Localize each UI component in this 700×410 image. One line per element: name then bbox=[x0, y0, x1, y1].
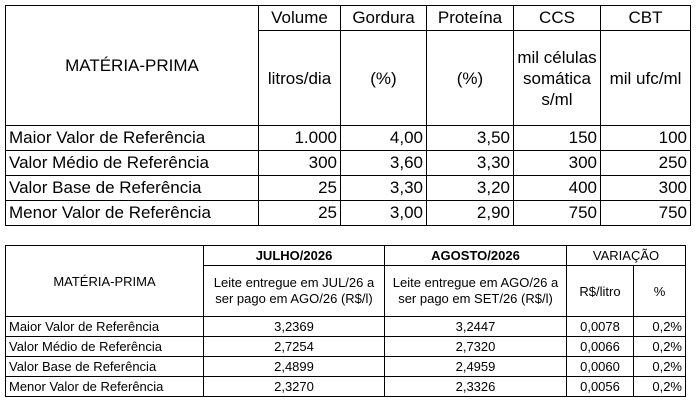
unit-cbt: mil ufc/ml bbox=[601, 31, 691, 126]
cell-agosto: 3,2447 bbox=[385, 317, 567, 337]
cell-variation-percent: 0,2% bbox=[634, 357, 686, 377]
cell-julho: 2,4899 bbox=[204, 357, 385, 377]
cell-gordura: 3,00 bbox=[341, 201, 427, 226]
table-header-row bbox=[6, 6, 691, 31]
cell-julho: 2,7254 bbox=[204, 337, 385, 357]
column-header-cbt: CBT bbox=[601, 6, 691, 31]
cell-variation-absolute: 0,0060 bbox=[567, 357, 634, 377]
cell-julho: 2,3270 bbox=[204, 377, 385, 397]
cell-gordura: 3,60 bbox=[341, 151, 427, 176]
raw-material-header: MATÉRIA-PRIMA bbox=[6, 6, 259, 126]
cell-volume: 25 bbox=[259, 176, 341, 201]
row-label: Maior Valor de Referência bbox=[6, 126, 259, 151]
month-header-julho: JULHO/2026 bbox=[204, 246, 385, 266]
table-row bbox=[6, 126, 691, 151]
table-row bbox=[6, 176, 691, 201]
column-header-proteina: Proteína bbox=[427, 6, 514, 31]
table-row bbox=[6, 201, 691, 226]
unit-volume: litros/dia bbox=[259, 31, 341, 126]
unit-proteina: (%) bbox=[427, 31, 514, 126]
cell-gordura: 3,30 bbox=[341, 176, 427, 201]
column-header-volume: Volume bbox=[259, 6, 341, 31]
unit-ccs: mil células somática s/ml bbox=[514, 31, 601, 126]
table-row bbox=[6, 377, 686, 397]
cell-agosto: 2,4959 bbox=[385, 357, 567, 377]
row-label: Menor Valor de Referência bbox=[6, 377, 204, 397]
month-description-julho: Leite entregue em JUL/26 a ser pago em AGO/26 (R$/l) bbox=[204, 266, 385, 317]
row-label: Maior Valor de Referência bbox=[6, 317, 204, 337]
cell-volume: 25 bbox=[259, 201, 341, 226]
column-header-ccs: CCS bbox=[514, 6, 601, 31]
raw-material-header: MATÉRIA-PRIMA bbox=[6, 246, 204, 317]
cell-variation-percent: 0,2% bbox=[634, 337, 686, 357]
variation-unit-percent: % bbox=[634, 266, 686, 317]
cell-cbt: 100 bbox=[601, 126, 691, 151]
cell-volume: 300 bbox=[259, 151, 341, 176]
cell-cbt: 250 bbox=[601, 151, 691, 176]
month-description-agosto: Leite entregue em AGO/26 a ser pago em SET/26 (R$/l) bbox=[385, 266, 567, 317]
variation-unit-absolute: R$/litro bbox=[567, 266, 634, 317]
cell-agosto: 2,7320 bbox=[385, 337, 567, 357]
cell-volume: 1.000 bbox=[259, 126, 341, 151]
cell-variation-percent: 0,2% bbox=[634, 377, 686, 397]
row-label: Menor Valor de Referência bbox=[6, 201, 259, 226]
table-row bbox=[6, 317, 686, 337]
cell-ccs: 150 bbox=[514, 126, 601, 151]
cell-ccs: 400 bbox=[514, 176, 601, 201]
month-header-row bbox=[6, 246, 686, 266]
row-label: Valor Base de Referência bbox=[6, 176, 259, 201]
cell-proteina: 2,90 bbox=[427, 201, 514, 226]
table-row bbox=[6, 357, 686, 377]
cell-gordura: 4,00 bbox=[341, 126, 427, 151]
table-row bbox=[6, 151, 691, 176]
cell-ccs: 300 bbox=[514, 151, 601, 176]
month-header-agosto: AGOSTO/2026 bbox=[385, 246, 567, 266]
row-label: Valor Médio de Referência bbox=[6, 151, 259, 176]
cell-variation-absolute: 0,0078 bbox=[567, 317, 634, 337]
cell-variation-percent: 0,2% bbox=[634, 317, 686, 337]
row-label: Valor Médio de Referência bbox=[6, 337, 204, 357]
reference-values-table bbox=[5, 5, 691, 226]
cell-variation-absolute: 0,0056 bbox=[567, 377, 634, 397]
cell-proteina: 3,20 bbox=[427, 176, 514, 201]
cell-proteina: 3,50 bbox=[427, 126, 514, 151]
cell-proteina: 3,30 bbox=[427, 151, 514, 176]
cell-julho: 3,2369 bbox=[204, 317, 385, 337]
cell-variation-absolute: 0,0066 bbox=[567, 337, 634, 357]
unit-gordura: (%) bbox=[341, 31, 427, 126]
cell-ccs: 750 bbox=[514, 201, 601, 226]
variation-header: VARIAÇÃO bbox=[567, 246, 686, 266]
price-variation-table bbox=[5, 245, 686, 397]
cell-cbt: 300 bbox=[601, 176, 691, 201]
cell-cbt: 750 bbox=[601, 201, 691, 226]
table-row bbox=[6, 337, 686, 357]
row-label: Valor Base de Referência bbox=[6, 357, 204, 377]
cell-agosto: 2,3326 bbox=[385, 377, 567, 397]
column-header-gordura: Gordura bbox=[341, 6, 427, 31]
